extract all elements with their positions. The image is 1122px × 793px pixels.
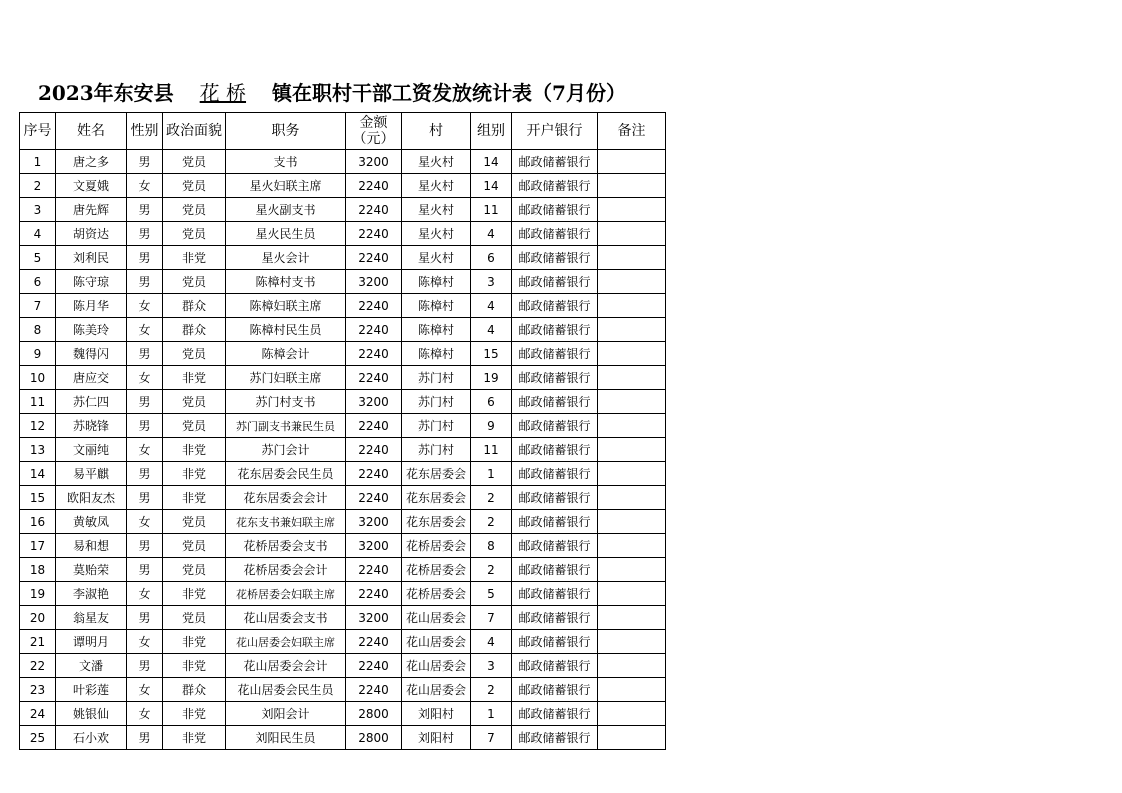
cell-gender: 男 — [127, 198, 163, 222]
cell-village: 星火村 — [402, 222, 471, 246]
cell-village: 星火村 — [402, 246, 471, 270]
table-row — [20, 294, 666, 318]
cell-name: 石小欢 — [56, 726, 127, 750]
cell-remark — [598, 414, 666, 438]
cell-seq: 14 — [20, 462, 56, 486]
col-header-amount-text: 金额 （元） — [352, 115, 395, 147]
cell-group: 5 — [471, 582, 512, 606]
cell-gender: 女 — [127, 702, 163, 726]
cell-amount: 2240 — [346, 342, 402, 366]
cell-remark — [598, 582, 666, 606]
cell-position: 花山居委会民生员 — [226, 678, 346, 702]
cell-position: 星火民生员 — [226, 222, 346, 246]
cell-gender: 男 — [127, 342, 163, 366]
table-row — [20, 222, 666, 246]
cell-political: 党员 — [163, 270, 226, 294]
cell-seq: 10 — [20, 366, 56, 390]
cell-bank: 邮政储蓄银行 — [512, 150, 598, 174]
cell-bank: 邮政储蓄银行 — [512, 390, 598, 414]
cell-political: 党员 — [163, 558, 226, 582]
cell-group: 14 — [471, 150, 512, 174]
cell-village: 花桥居委会 — [402, 582, 471, 606]
col-header-remark: 备注 — [598, 113, 666, 150]
col-header-village: 村 — [402, 113, 471, 150]
cell-seq: 7 — [20, 294, 56, 318]
cell-amount: 3200 — [346, 606, 402, 630]
cell-group: 8 — [471, 534, 512, 558]
cell-political: 党员 — [163, 606, 226, 630]
cell-village: 花山居委会 — [402, 678, 471, 702]
cell-bank: 邮政储蓄银行 — [512, 534, 598, 558]
cell-remark — [598, 654, 666, 678]
cell-bank: 邮政储蓄银行 — [512, 558, 598, 582]
cell-seq: 13 — [20, 438, 56, 462]
cell-position: 星火副支书 — [226, 198, 346, 222]
cell-group: 2 — [471, 558, 512, 582]
cell-political: 党员 — [163, 534, 226, 558]
cell-remark — [598, 702, 666, 726]
cell-bank: 邮政储蓄银行 — [512, 510, 598, 534]
cell-seq: 15 — [20, 486, 56, 510]
cell-remark — [598, 558, 666, 582]
title-suffix: 镇在职村干部工资发放统计表（7月份） — [272, 81, 626, 105]
cell-name: 胡资达 — [56, 222, 127, 246]
cell-remark — [598, 270, 666, 294]
table-row — [20, 414, 666, 438]
cell-political: 非党 — [163, 654, 226, 678]
cell-remark — [598, 726, 666, 750]
cell-bank: 邮政储蓄银行 — [512, 270, 598, 294]
cell-amount: 2240 — [346, 294, 402, 318]
cell-political: 非党 — [163, 726, 226, 750]
cell-village: 星火村 — [402, 150, 471, 174]
cell-seq: 20 — [20, 606, 56, 630]
cell-position: 花东居委会会计 — [226, 486, 346, 510]
cell-amount: 2240 — [346, 486, 402, 510]
cell-seq: 24 — [20, 702, 56, 726]
table-row — [20, 462, 666, 486]
cell-amount: 3200 — [346, 510, 402, 534]
cell-remark — [598, 318, 666, 342]
cell-gender: 男 — [127, 270, 163, 294]
cell-position: 刘阳民生员 — [226, 726, 346, 750]
cell-name: 欧阳友杰 — [56, 486, 127, 510]
table-row — [20, 318, 666, 342]
cell-political: 党员 — [163, 150, 226, 174]
cell-village: 花山居委会 — [402, 630, 471, 654]
cell-position: 花桥居委会支书 — [226, 534, 346, 558]
cell-seq: 3 — [20, 198, 56, 222]
cell-political: 党员 — [163, 342, 226, 366]
cell-amount: 3200 — [346, 150, 402, 174]
cell-amount: 2240 — [346, 558, 402, 582]
cell-name: 苏晓锋 — [56, 414, 127, 438]
cell-remark — [598, 630, 666, 654]
cell-group: 2 — [471, 678, 512, 702]
cell-bank: 邮政储蓄银行 — [512, 414, 598, 438]
cell-name: 陈守琼 — [56, 270, 127, 294]
cell-gender: 男 — [127, 246, 163, 270]
cell-group: 4 — [471, 630, 512, 654]
cell-position: 花山居委会支书 — [226, 606, 346, 630]
cell-amount: 3200 — [346, 270, 402, 294]
cell-village: 花山居委会 — [402, 606, 471, 630]
cell-seq: 16 — [20, 510, 56, 534]
cell-remark — [598, 606, 666, 630]
cell-amount: 3200 — [346, 390, 402, 414]
cell-gender: 男 — [127, 534, 163, 558]
cell-bank: 邮政储蓄银行 — [512, 582, 598, 606]
cell-bank: 邮政储蓄银行 — [512, 174, 598, 198]
cell-name: 苏仁四 — [56, 390, 127, 414]
cell-seq: 18 — [20, 558, 56, 582]
cell-village: 刘阳村 — [402, 702, 471, 726]
cell-amount: 2800 — [346, 726, 402, 750]
cell-political: 非党 — [163, 630, 226, 654]
cell-seq: 23 — [20, 678, 56, 702]
table-row — [20, 198, 666, 222]
cell-name: 翁星友 — [56, 606, 127, 630]
table-row — [20, 342, 666, 366]
cell-position: 陈樟村民生员 — [226, 318, 346, 342]
cell-group: 3 — [471, 270, 512, 294]
cell-group: 11 — [471, 438, 512, 462]
cell-gender: 男 — [127, 222, 163, 246]
cell-village: 花东居委会 — [402, 486, 471, 510]
title-town: 花 桥 — [199, 81, 247, 105]
cell-remark — [598, 438, 666, 462]
cell-seq: 8 — [20, 318, 56, 342]
title-prefix: 2023年东安县 — [38, 81, 174, 105]
cell-gender: 女 — [127, 294, 163, 318]
cell-amount: 2240 — [346, 246, 402, 270]
table-row — [20, 630, 666, 654]
cell-village: 星火村 — [402, 198, 471, 222]
cell-political: 党员 — [163, 222, 226, 246]
cell-bank: 邮政储蓄银行 — [512, 366, 598, 390]
cell-bank: 邮政储蓄银行 — [512, 678, 598, 702]
cell-village: 苏门村 — [402, 438, 471, 462]
cell-remark — [598, 486, 666, 510]
cell-seq: 25 — [20, 726, 56, 750]
cell-position: 陈樟村支书 — [226, 270, 346, 294]
cell-political: 党员 — [163, 174, 226, 198]
cell-bank: 邮政储蓄银行 — [512, 438, 598, 462]
cell-name: 陈月华 — [56, 294, 127, 318]
cell-bank: 邮政储蓄银行 — [512, 702, 598, 726]
cell-village: 花桥居委会 — [402, 534, 471, 558]
cell-village: 花东居委会 — [402, 510, 471, 534]
cell-seq: 5 — [20, 246, 56, 270]
table-row — [20, 174, 666, 198]
cell-village: 陈樟村 — [402, 318, 471, 342]
cell-amount: 2240 — [346, 438, 402, 462]
cell-village: 苏门村 — [402, 414, 471, 438]
cell-position: 花山居委会妇联主席 — [226, 630, 346, 654]
cell-remark — [598, 246, 666, 270]
cell-gender: 男 — [127, 558, 163, 582]
cell-position: 苏门副支书兼民生员 — [226, 414, 346, 438]
cell-position: 星火妇联主席 — [226, 174, 346, 198]
cell-name: 易和想 — [56, 534, 127, 558]
cell-name: 莫贻荣 — [56, 558, 127, 582]
cell-group: 14 — [471, 174, 512, 198]
table-row — [20, 246, 666, 270]
cell-name: 姚银仙 — [56, 702, 127, 726]
cell-village: 陈樟村 — [402, 342, 471, 366]
table-row — [20, 438, 666, 462]
cell-bank: 邮政储蓄银行 — [512, 246, 598, 270]
cell-bank: 邮政储蓄银行 — [512, 222, 598, 246]
cell-gender: 女 — [127, 630, 163, 654]
cell-gender: 女 — [127, 438, 163, 462]
cell-bank: 邮政储蓄银行 — [512, 462, 598, 486]
cell-seq: 11 — [20, 390, 56, 414]
cell-political: 非党 — [163, 702, 226, 726]
table-row — [20, 678, 666, 702]
cell-position: 苏门会计 — [226, 438, 346, 462]
cell-name: 黄敏凤 — [56, 510, 127, 534]
cell-amount: 2240 — [346, 582, 402, 606]
cell-remark — [598, 342, 666, 366]
cell-village: 陈樟村 — [402, 294, 471, 318]
cell-amount: 2240 — [346, 654, 402, 678]
cell-political: 党员 — [163, 510, 226, 534]
cell-village: 苏门村 — [402, 366, 471, 390]
cell-name: 陈美玲 — [56, 318, 127, 342]
cell-group: 4 — [471, 222, 512, 246]
table-row — [20, 726, 666, 750]
cell-name: 叶彩莲 — [56, 678, 127, 702]
cell-gender: 女 — [127, 366, 163, 390]
cell-amount: 2240 — [346, 630, 402, 654]
cell-amount: 2240 — [346, 462, 402, 486]
cell-bank: 邮政储蓄银行 — [512, 294, 598, 318]
table-row — [20, 270, 666, 294]
cell-position: 支书 — [226, 150, 346, 174]
cell-remark — [598, 294, 666, 318]
cell-remark — [598, 198, 666, 222]
cell-political: 群众 — [163, 678, 226, 702]
cell-name: 文丽纯 — [56, 438, 127, 462]
cell-name: 易平麒 — [56, 462, 127, 486]
cell-remark — [598, 390, 666, 414]
cell-seq: 1 — [20, 150, 56, 174]
cell-village: 花东居委会 — [402, 462, 471, 486]
cell-group: 9 — [471, 414, 512, 438]
cell-group: 1 — [471, 702, 512, 726]
cell-seq: 2 — [20, 174, 56, 198]
cell-group: 3 — [471, 654, 512, 678]
col-header-gender: 性别 — [127, 113, 163, 150]
cell-amount: 2240 — [346, 198, 402, 222]
cell-group: 11 — [471, 198, 512, 222]
cell-position: 刘阳会计 — [226, 702, 346, 726]
cell-political: 非党 — [163, 462, 226, 486]
table-row — [20, 150, 666, 174]
cell-seq: 9 — [20, 342, 56, 366]
salary-table — [19, 112, 666, 750]
cell-position: 星火会计 — [226, 246, 346, 270]
cell-gender: 女 — [127, 582, 163, 606]
cell-seq: 22 — [20, 654, 56, 678]
cell-position: 陈樟妇联主席 — [226, 294, 346, 318]
cell-remark — [598, 534, 666, 558]
cell-gender: 男 — [127, 414, 163, 438]
cell-position: 花桥居委会妇联主席 — [226, 582, 346, 606]
col-header-political: 政治面貌 — [163, 113, 226, 150]
table-row — [20, 582, 666, 606]
cell-name: 魏得闪 — [56, 342, 127, 366]
cell-village: 星火村 — [402, 174, 471, 198]
cell-bank: 邮政储蓄银行 — [512, 198, 598, 222]
cell-political: 非党 — [163, 246, 226, 270]
cell-gender: 男 — [127, 726, 163, 750]
cell-position: 花东支书兼妇联主席 — [226, 510, 346, 534]
cell-bank: 邮政储蓄银行 — [512, 630, 598, 654]
cell-remark — [598, 678, 666, 702]
cell-group: 19 — [471, 366, 512, 390]
col-header-position: 职务 — [226, 113, 346, 150]
cell-political: 非党 — [163, 366, 226, 390]
cell-seq: 19 — [20, 582, 56, 606]
cell-political: 非党 — [163, 438, 226, 462]
cell-group: 15 — [471, 342, 512, 366]
cell-village: 陈樟村 — [402, 270, 471, 294]
cell-amount: 2240 — [346, 678, 402, 702]
cell-position: 花桥居委会会计 — [226, 558, 346, 582]
cell-position: 苏门村支书 — [226, 390, 346, 414]
cell-village: 刘阳村 — [402, 726, 471, 750]
cell-group: 2 — [471, 510, 512, 534]
cell-political: 党员 — [163, 390, 226, 414]
cell-position: 陈樟会计 — [226, 342, 346, 366]
cell-name: 文夏娥 — [56, 174, 127, 198]
cell-political: 群众 — [163, 294, 226, 318]
cell-remark — [598, 174, 666, 198]
cell-village: 苏门村 — [402, 390, 471, 414]
col-header-name: 姓名 — [56, 113, 127, 150]
table-row — [20, 366, 666, 390]
table-row — [20, 702, 666, 726]
cell-village: 花山居委会 — [402, 654, 471, 678]
cell-group: 4 — [471, 318, 512, 342]
cell-bank: 邮政储蓄银行 — [512, 606, 598, 630]
table-row — [20, 390, 666, 414]
cell-gender: 男 — [127, 606, 163, 630]
cell-gender: 女 — [127, 174, 163, 198]
cell-remark — [598, 222, 666, 246]
cell-seq: 4 — [20, 222, 56, 246]
cell-bank: 邮政储蓄银行 — [512, 486, 598, 510]
cell-gender: 男 — [127, 654, 163, 678]
cell-group: 7 — [471, 606, 512, 630]
cell-group: 6 — [471, 246, 512, 270]
cell-gender: 女 — [127, 678, 163, 702]
cell-gender: 男 — [127, 462, 163, 486]
cell-amount: 3200 — [346, 534, 402, 558]
cell-remark — [598, 150, 666, 174]
cell-political: 非党 — [163, 486, 226, 510]
cell-gender: 男 — [127, 150, 163, 174]
col-header-seq: 序号 — [20, 113, 56, 150]
table-row — [20, 510, 666, 534]
cell-amount: 2240 — [346, 222, 402, 246]
cell-amount: 2800 — [346, 702, 402, 726]
cell-political: 党员 — [163, 198, 226, 222]
cell-position: 苏门妇联主席 — [226, 366, 346, 390]
cell-remark — [598, 366, 666, 390]
col-header-group: 组别 — [471, 113, 512, 150]
cell-gender: 女 — [127, 510, 163, 534]
cell-group: 2 — [471, 486, 512, 510]
cell-amount: 2240 — [346, 366, 402, 390]
cell-bank: 邮政储蓄银行 — [512, 654, 598, 678]
cell-group: 6 — [471, 390, 512, 414]
table-row — [20, 558, 666, 582]
header-row — [20, 113, 666, 150]
cell-name: 文潘 — [56, 654, 127, 678]
cell-name: 谭明月 — [56, 630, 127, 654]
cell-gender: 女 — [127, 318, 163, 342]
cell-group: 1 — [471, 462, 512, 486]
cell-political: 党员 — [163, 414, 226, 438]
cell-seq: 17 — [20, 534, 56, 558]
col-header-bank: 开户银行 — [512, 113, 598, 150]
cell-village: 花桥居委会 — [402, 558, 471, 582]
cell-amount: 2240 — [346, 174, 402, 198]
table-row — [20, 534, 666, 558]
cell-seq: 6 — [20, 270, 56, 294]
cell-bank: 邮政储蓄银行 — [512, 318, 598, 342]
cell-bank: 邮政储蓄银行 — [512, 342, 598, 366]
cell-seq: 12 — [20, 414, 56, 438]
cell-political: 群众 — [163, 318, 226, 342]
cell-position: 花东居委会民生员 — [226, 462, 346, 486]
col-header-amount — [346, 113, 402, 150]
cell-bank: 邮政储蓄银行 — [512, 726, 598, 750]
cell-group: 4 — [471, 294, 512, 318]
cell-amount: 2240 — [346, 318, 402, 342]
cell-political: 非党 — [163, 582, 226, 606]
cell-name: 唐应交 — [56, 366, 127, 390]
page-title — [38, 80, 626, 106]
table-row — [20, 654, 666, 678]
cell-position: 花山居委会会计 — [226, 654, 346, 678]
cell-remark — [598, 462, 666, 486]
cell-gender: 男 — [127, 486, 163, 510]
cell-name: 唐之多 — [56, 150, 127, 174]
cell-seq: 21 — [20, 630, 56, 654]
cell-group: 7 — [471, 726, 512, 750]
table-row — [20, 486, 666, 510]
cell-amount: 2240 — [346, 414, 402, 438]
cell-remark — [598, 510, 666, 534]
table-row — [20, 606, 666, 630]
cell-name: 唐先辉 — [56, 198, 127, 222]
cell-name: 刘利民 — [56, 246, 127, 270]
cell-gender: 男 — [127, 390, 163, 414]
cell-name: 李淑艳 — [56, 582, 127, 606]
